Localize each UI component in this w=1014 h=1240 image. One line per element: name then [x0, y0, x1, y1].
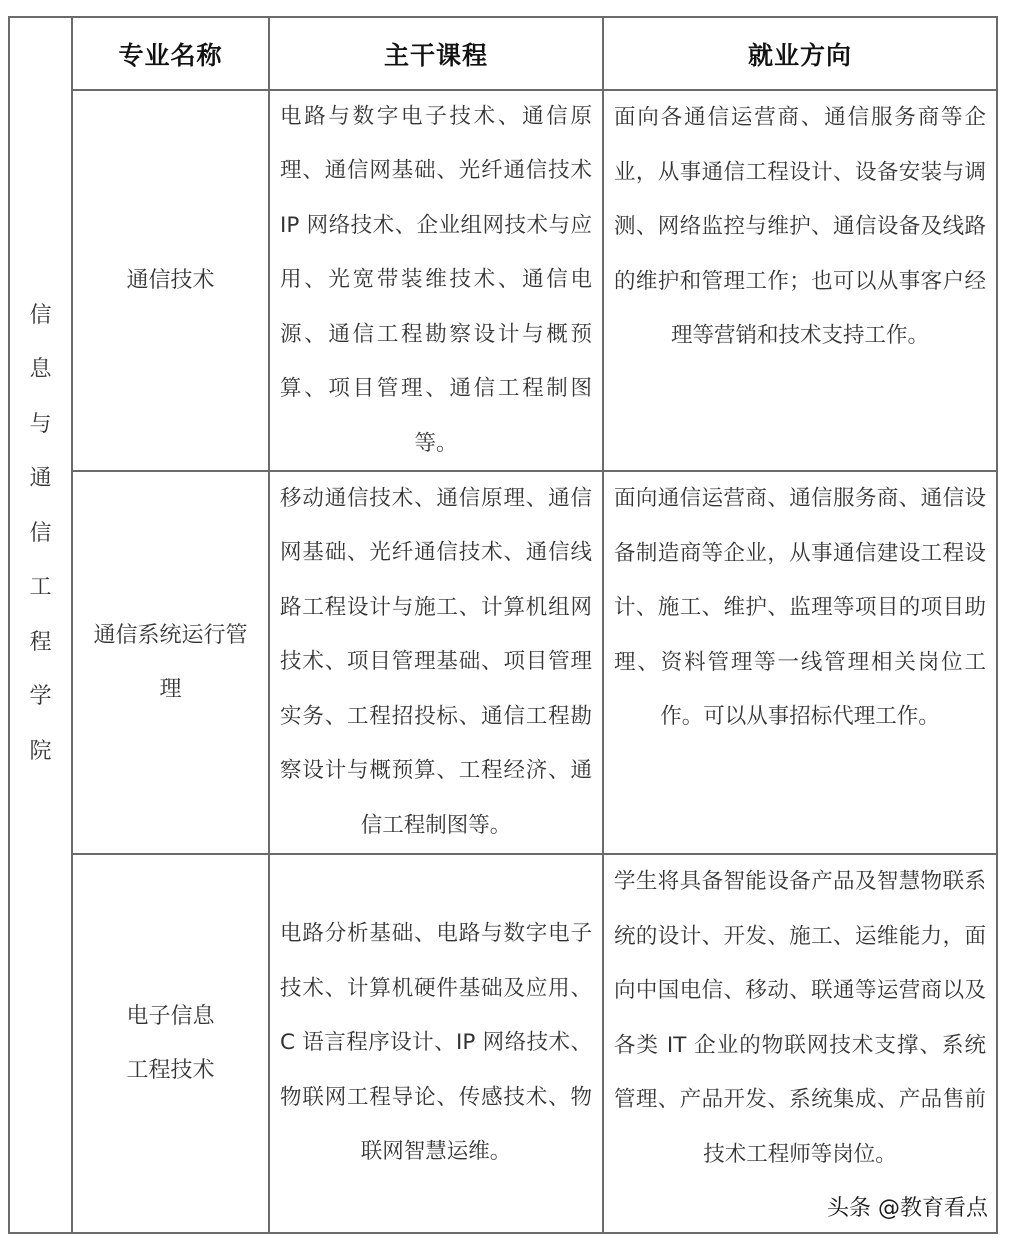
college-char: 通 [29, 466, 52, 492]
header-career: 就业方向 [747, 40, 852, 70]
career-cell [604, 472, 996, 853]
major-name-cell [73, 855, 268, 1232]
career-cell [604, 855, 996, 1232]
college-name-cell [10, 289, 71, 779]
college-char: 程 [29, 629, 52, 655]
career-cell [604, 91, 996, 470]
header-courses: 主干课程 [383, 40, 488, 70]
career-text: 学生将具备智能设备产品及智慧物联系统的设计、开发、施工、运维能力，面向中国电信、移动、联通等运营商以及各类 IT 企业的物联网技术支撑、系统管理、产品开发、系统集成、产品售前技术工程师等岗位。 [614, 869, 986, 1167]
major-name-cell: 通信技术 [126, 267, 215, 293]
college-char: 信 [29, 302, 52, 328]
courses-cell [270, 855, 602, 1232]
college-char: 息 [29, 357, 52, 383]
college-char: 院 [29, 738, 52, 764]
header-major: 专业名称 [118, 40, 223, 70]
college-char: 信 [29, 520, 52, 546]
majors-table [8, 16, 998, 1234]
courses-cell [270, 472, 602, 853]
college-char: 工 [29, 575, 52, 601]
career-text: 面向通信运营商、通信服务商、通信设备制造商等企业，从事通信建设工程设计、施工、维护、监理等项目的项目助理、资料管理等一线管理相关岗位工作。可以从事招标代理工作。 [614, 486, 986, 729]
college-char: 学 [29, 684, 52, 710]
career-text: 面向各通信运营商、通信服务商等企业，从事通信工程设计、设备安装与调测、网络监控与维护、通信设备及线路的维护和管理工作；也可以从事客户经理等营销和技术支持工作。 [614, 105, 986, 348]
courses-text: 电路分析基础、电路与数字电子技术、计算机硬件基础及应用、C 语言程序设计、IP 网络技术、物联网工程导论、传感技术、物联网智慧运维。 [280, 921, 592, 1165]
courses-text: 电路与数字电子技术、通信原理、通信网基础、光纤通信技术 IP 网络技术、企业组网技术与应用、光宽带装维技术、通信电源、通信工程勘察设计与概预算、项目管理、通信工程制图等。 [280, 103, 592, 456]
courses-cell [270, 91, 602, 470]
major-name-line: 工程技术 [126, 1057, 215, 1083]
major-name-line: 电子信息 [126, 1003, 215, 1029]
courses-text: 移动通信技术、通信原理、通信网基础、光纤通信技术、通信线路工程设计与施工、计算机组网技术、项目管理基础、项目管理实务、工程招投标、通信工程勘察设计与概预算、工程经济、通信工程制图等。 [280, 485, 592, 838]
watermark: 头条 @教育看点 [825, 1191, 990, 1222]
major-name-cell: 通信系统运行管理 [93, 622, 248, 702]
college-char: 与 [29, 411, 52, 437]
